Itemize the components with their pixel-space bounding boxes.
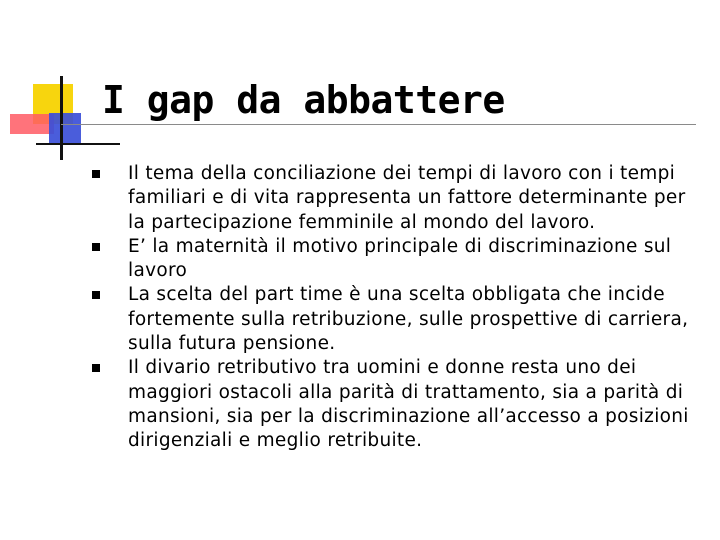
logo-blue-square (49, 113, 81, 143)
title-underline-rule (61, 124, 696, 125)
bullet-text: Il divario retributivo tra uomini e donne resta uno dei maggiori ostacoli alla parità di trattamento, sia a parità di mansioni, sia per la discriminazione all’accesso a posizioni dirigenziali e meglio retribuite. (128, 357, 689, 452)
bullet-item (92, 283, 702, 356)
bullet-text: Il tema della conciliazione dei tempi di lavoro con i tempi familiari e di vita rappresenta un fattore determinante per la partecipazione femminile al mondo del lavoro. (128, 163, 686, 233)
square-bullet-icon (92, 170, 100, 178)
square-bullet-icon (92, 291, 100, 299)
bullet-item (92, 162, 702, 235)
bullet-text: E’ la maternità il motivo principale di discriminazione sul lavoro (128, 235, 672, 282)
slide-title: I gap da abbattere (102, 78, 505, 122)
logo-vertical-line (60, 76, 63, 160)
bullet-text: La scelta del part time è una scelta obbligata che incide fortemente sulla retribuzione, sulle prospettive di carriera, sulla futura pensione. (128, 284, 689, 355)
square-bullet-icon (92, 364, 100, 372)
bullet-item (92, 235, 702, 284)
logo-horizontal-line (36, 143, 120, 145)
bullet-item (92, 356, 702, 453)
logo-red-square (10, 114, 54, 134)
bullet-list (92, 162, 702, 454)
square-bullet-icon (92, 243, 100, 251)
